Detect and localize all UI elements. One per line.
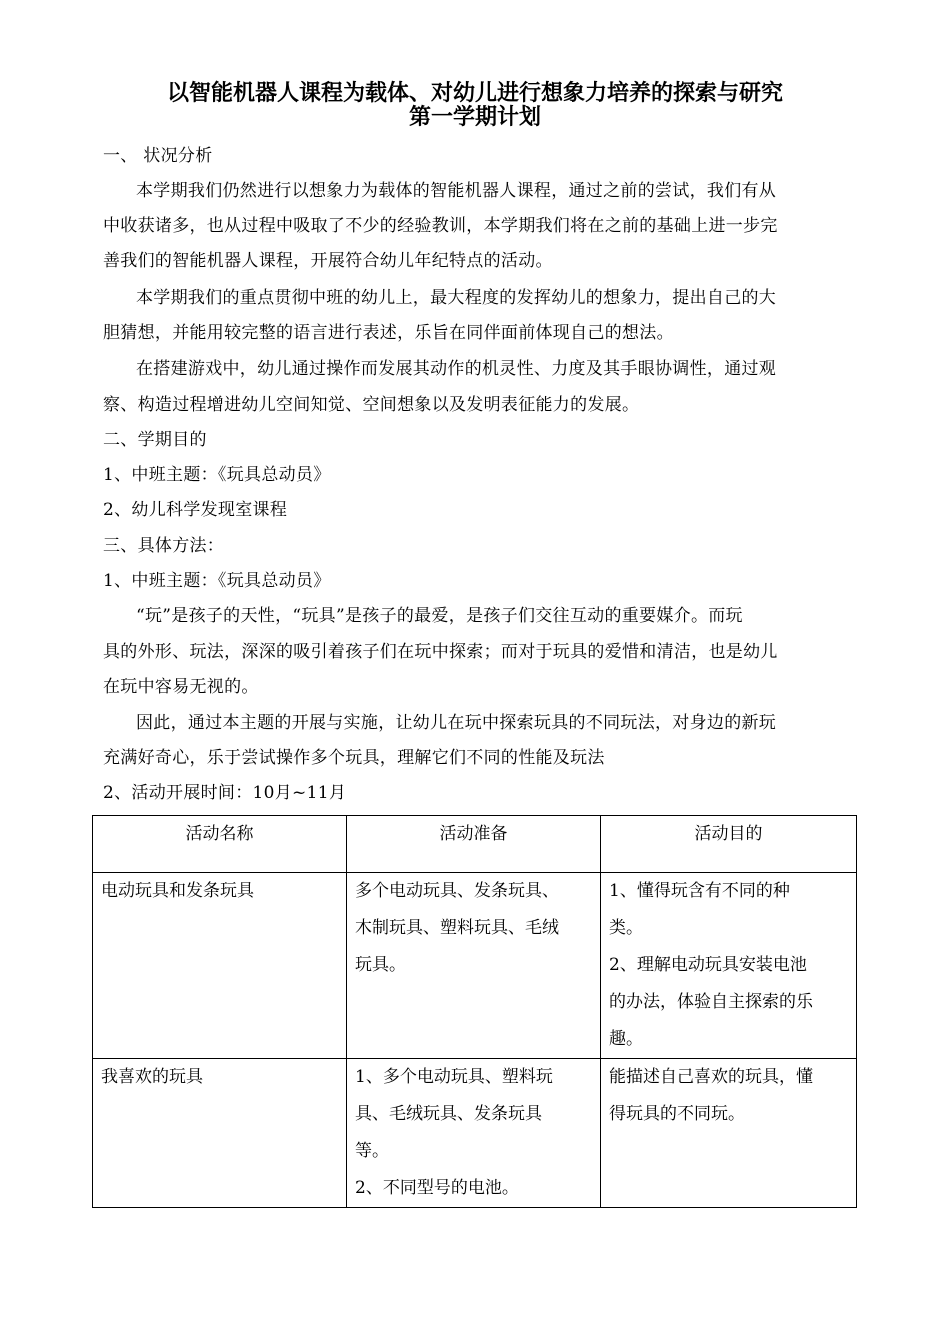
header-activity-name: 活动名称 <box>93 816 347 873</box>
section-heading-3: 三、具体方法： <box>103 536 225 556</box>
goal-line: 的办法，体验自主探索的乐 <box>609 992 813 1012</box>
activity-goal-cell <box>601 1059 857 1208</box>
paragraph-2-line-2: 胆猜想，并能用较完整的语言进行表述，乐旨在同伴面前体现自己的想法。 <box>103 323 674 343</box>
paragraph-1-line-3: 善我们的智能机器人课程，开展符合幼儿年纪特点的活动。 <box>103 251 553 271</box>
table-row <box>93 873 857 1059</box>
goal-line: 得玩具的不同玩。 <box>609 1104 745 1124</box>
prep-line: 2、不同型号的电池。 <box>355 1178 519 1198</box>
prep-line: 1、多个电动玩具、塑料玩 <box>355 1067 553 1087</box>
goal-line: 2、理解电动玩具安装电池 <box>609 955 807 975</box>
activity-prep-cell <box>347 1059 601 1208</box>
activity-name-cell: 电动玩具和发条玩具 <box>93 873 347 1059</box>
activity-name-cell: 我喜欢的玩具 <box>93 1059 347 1208</box>
document-subtitle: 第一学期计划 <box>408 104 541 130</box>
paragraph-3-line-1: 在搭建游戏中，幼儿通过操作而发展其动作的机灵性、力度及其手眼协调性，通过观 <box>136 359 777 379</box>
paragraph-3-line-2: 察、构造过程增进幼儿空间知觉、空间想象以及发明表征能力的发展。 <box>103 395 640 415</box>
section-heading-2: 二、学期目的 <box>103 430 207 450</box>
section-heading-1: 一、 状况分析 <box>103 146 213 166</box>
paragraph-2-line-1: 本学期我们的重点贯彻中班的幼儿上，最大程度的发挥幼儿的想象力，提出自己的大 <box>136 288 777 308</box>
paragraph-1-line-1: 本学期我们仍然进行以想象力为载体的智能机器人课程，通过之前的尝试，我们有从 <box>136 181 777 201</box>
header-activity-goal: 活动目的 <box>601 816 857 873</box>
paragraph-5-line-2: 充满好奇心，乐于尝试操作多个玩具，理解它们不同的性能及玩法 <box>103 748 605 768</box>
method-item-1: 1、中班主题：《玩具总动员》 <box>103 571 331 591</box>
prep-line: 多个电动玩具、发条玩具、 <box>355 881 559 901</box>
paragraph-4-line-3: 在玩中容易无视的。 <box>103 677 259 697</box>
goal-line: 类。 <box>609 918 643 938</box>
goal-item-1: 1、中班主题：《玩具总动员》 <box>103 465 331 485</box>
paragraph-4-line-1: “玩”是孩子的天性，“玩具”是孩子的最爱，是孩子们交往互动的重要媒介。而玩 <box>136 606 743 626</box>
header-activity-prep: 活动准备 <box>347 816 601 873</box>
goal-line: 1、懂得玩含有不同的种 <box>609 881 790 901</box>
goal-line: 趣。 <box>609 1029 643 1049</box>
table-header-row <box>93 816 857 873</box>
table-row <box>93 1059 857 1208</box>
paragraph-1-line-2: 中收获诸多，也从过程中吸取了不少的经验教训，本学期我们将在之前的基础上进一步完 <box>103 216 778 236</box>
document-title: 以智能机器人课程为载体、对幼儿进行想象力培养的探索与研究 <box>166 80 783 106</box>
goal-item-2: 2、幼儿科学发现室课程 <box>103 500 288 520</box>
prep-line: 具、毛绒玩具、发条玩具 <box>355 1104 542 1124</box>
method-item-2: 2、活动开展时间：10月~11月 <box>103 783 347 803</box>
goal-line: 能描述自己喜欢的玩具，懂 <box>609 1067 813 1087</box>
paragraph-4-line-2: 具的外形、玩法，深深的吸引着孩子们在玩中探索；而对于玩具的爱惜和清洁，也是幼儿 <box>103 642 778 662</box>
prep-line: 等。 <box>355 1141 389 1161</box>
prep-line: 木制玩具、塑料玩具、毛绒 <box>355 918 559 938</box>
activity-goal-cell <box>601 873 857 1059</box>
prep-line: 玩具。 <box>355 955 406 975</box>
activity-table <box>92 815 857 1208</box>
activity-prep-cell <box>347 873 601 1059</box>
paragraph-5-line-1: 因此，通过本主题的开展与实施，让幼儿在玩中探索玩具的不同玩法，对身边的新玩 <box>136 713 777 733</box>
